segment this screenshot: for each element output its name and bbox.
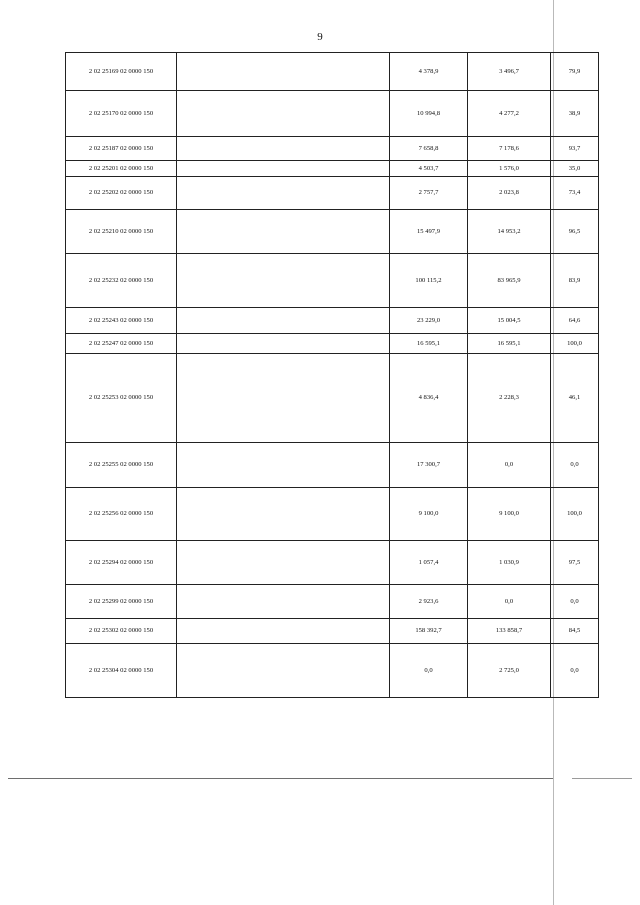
planned-amount: 7 658,8 xyxy=(390,137,468,161)
row-description xyxy=(177,254,390,308)
table-row xyxy=(66,443,599,488)
row-description xyxy=(177,619,390,644)
budget-code: 2 02 25294 02 0000 150 xyxy=(66,541,177,585)
completion-percent: 0,0 xyxy=(551,644,599,698)
completion-percent: 0,0 xyxy=(551,443,599,488)
row-description xyxy=(177,53,390,91)
row-description xyxy=(177,443,390,488)
planned-amount: 2 923,6 xyxy=(390,585,468,619)
budget-code: 2 02 25170 02 0000 150 xyxy=(66,91,177,137)
table-row xyxy=(66,210,599,254)
completion-percent: 83,9 xyxy=(551,254,599,308)
actual-amount: 9 100,0 xyxy=(468,488,551,541)
actual-amount: 2 228,3 xyxy=(468,354,551,443)
budget-code: 2 02 25210 02 0000 150 xyxy=(66,210,177,254)
actual-amount: 4 277,2 xyxy=(468,91,551,137)
table-row xyxy=(66,488,599,541)
table-row xyxy=(66,308,599,334)
actual-amount: 0,0 xyxy=(468,443,551,488)
table-row xyxy=(66,137,599,161)
planned-amount: 9 100,0 xyxy=(390,488,468,541)
budget-code: 2 02 25302 02 0000 150 xyxy=(66,619,177,644)
table-row xyxy=(66,644,599,698)
completion-percent: 96,5 xyxy=(551,210,599,254)
budget-code: 2 02 25255 02 0000 150 xyxy=(66,443,177,488)
completion-percent: 100,0 xyxy=(551,334,599,354)
actual-amount: 2 023,8 xyxy=(468,177,551,210)
table-row xyxy=(66,585,599,619)
completion-percent: 64,6 xyxy=(551,308,599,334)
bottom-divider-line-right xyxy=(572,778,632,779)
actual-amount: 1 030,9 xyxy=(468,541,551,585)
actual-amount: 16 595,1 xyxy=(468,334,551,354)
planned-amount: 4 503,7 xyxy=(390,161,468,177)
actual-amount: 0,0 xyxy=(468,585,551,619)
actual-amount: 2 725,0 xyxy=(468,644,551,698)
table-row xyxy=(66,161,599,177)
completion-percent: 35,0 xyxy=(551,161,599,177)
bottom-divider-line xyxy=(8,778,553,779)
completion-percent: 46,1 xyxy=(551,354,599,443)
planned-amount: 4 836,4 xyxy=(390,354,468,443)
planned-amount: 15 497,9 xyxy=(390,210,468,254)
actual-amount: 1 576,0 xyxy=(468,161,551,177)
row-description xyxy=(177,177,390,210)
budget-code: 2 02 25187 02 0000 150 xyxy=(66,137,177,161)
row-description xyxy=(177,334,390,354)
row-description xyxy=(177,161,390,177)
planned-amount: 23 229,0 xyxy=(390,308,468,334)
completion-percent: 93,7 xyxy=(551,137,599,161)
planned-amount: 0,0 xyxy=(390,644,468,698)
budget-code: 2 02 25304 02 0000 150 xyxy=(66,644,177,698)
completion-percent: 84,5 xyxy=(551,619,599,644)
subsidy-table xyxy=(65,52,599,698)
row-description xyxy=(177,137,390,161)
completion-percent: 38,9 xyxy=(551,91,599,137)
planned-amount: 1 057,4 xyxy=(390,541,468,585)
completion-percent: 73,4 xyxy=(551,177,599,210)
budget-code: 2 02 25169 02 0000 150 xyxy=(66,53,177,91)
planned-amount: 100 115,2 xyxy=(390,254,468,308)
actual-amount: 14 953,2 xyxy=(468,210,551,254)
row-description xyxy=(177,91,390,137)
row-description xyxy=(177,308,390,334)
actual-amount: 83 965,9 xyxy=(468,254,551,308)
budget-code: 2 02 25232 02 0000 150 xyxy=(66,254,177,308)
actual-amount: 133 858,7 xyxy=(468,619,551,644)
row-description xyxy=(177,541,390,585)
planned-amount: 10 994,8 xyxy=(390,91,468,137)
table-row xyxy=(66,619,599,644)
budget-code: 2 02 25253 02 0000 150 xyxy=(66,354,177,443)
completion-percent: 0,0 xyxy=(551,585,599,619)
completion-percent: 100,0 xyxy=(551,488,599,541)
table-row xyxy=(66,541,599,585)
planned-amount: 16 595,1 xyxy=(390,334,468,354)
page-number: 9 xyxy=(317,31,323,43)
planned-amount: 158 392,7 xyxy=(390,619,468,644)
row-description xyxy=(177,488,390,541)
table-row xyxy=(66,177,599,210)
budget-code: 2 02 25247 02 0000 150 xyxy=(66,334,177,354)
row-description xyxy=(177,210,390,254)
budget-code: 2 02 25256 02 0000 150 xyxy=(66,488,177,541)
row-description xyxy=(177,354,390,443)
actual-amount: 15 004,5 xyxy=(468,308,551,334)
table-row xyxy=(66,53,599,91)
budget-code: 2 02 25201 02 0000 150 xyxy=(66,161,177,177)
table-row xyxy=(66,334,599,354)
budget-code: 2 02 25243 02 0000 150 xyxy=(66,308,177,334)
completion-percent: 79,9 xyxy=(551,53,599,91)
row-description xyxy=(177,644,390,698)
budget-code: 2 02 25202 02 0000 150 xyxy=(66,177,177,210)
actual-amount: 3 496,7 xyxy=(468,53,551,91)
actual-amount: 7 178,6 xyxy=(468,137,551,161)
table-row xyxy=(66,254,599,308)
planned-amount: 2 757,7 xyxy=(390,177,468,210)
row-description xyxy=(177,585,390,619)
completion-percent: 97,5 xyxy=(551,541,599,585)
table-row xyxy=(66,91,599,137)
planned-amount: 17 300,7 xyxy=(390,443,468,488)
budget-code: 2 02 25299 02 0000 150 xyxy=(66,585,177,619)
planned-amount: 4 378,9 xyxy=(390,53,468,91)
table-row xyxy=(66,354,599,443)
